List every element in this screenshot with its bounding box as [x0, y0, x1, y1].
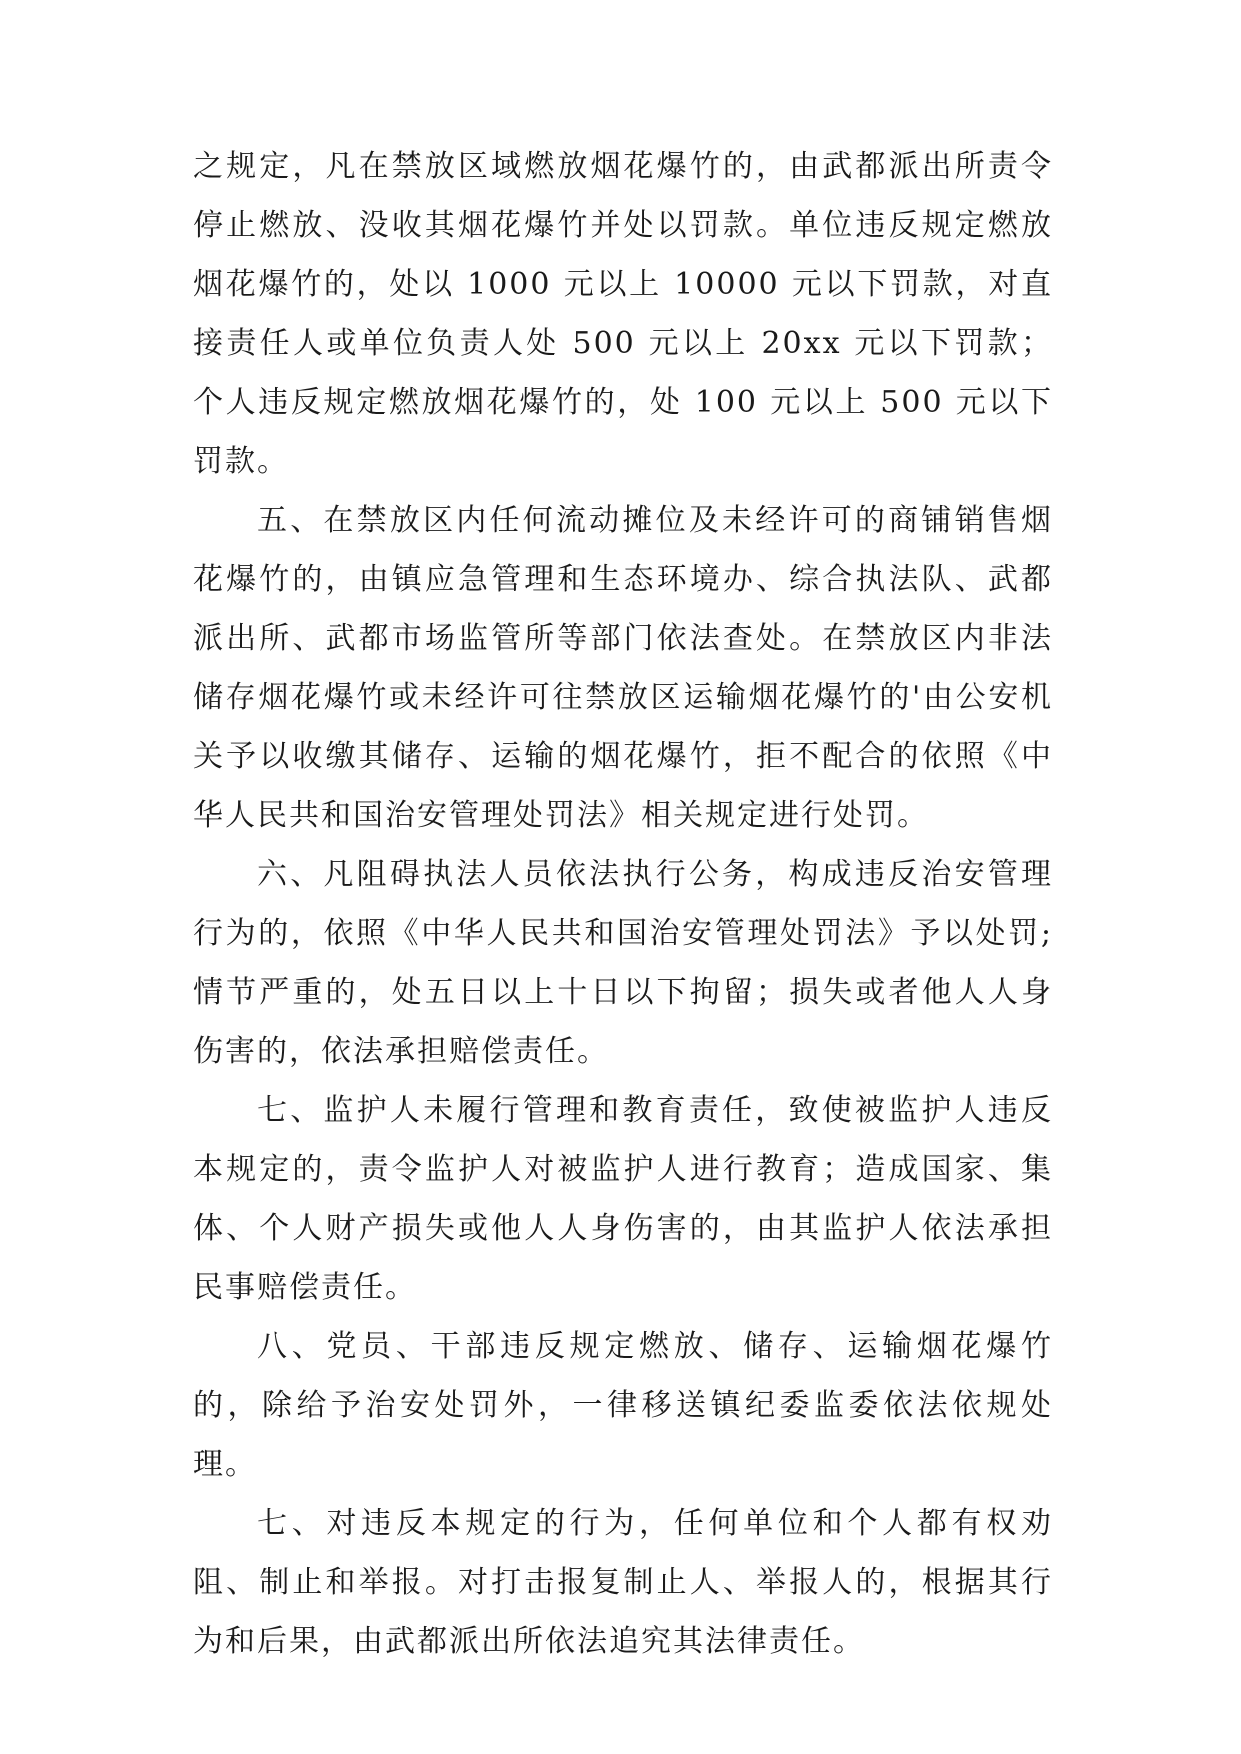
paragraph-item-7: 七、监护人未履行管理和教育责任，致使被监护人违反本规定的，责令监护人对被监护人进行教育；造成国家、集体、个人财产损失或他人人身伤害的，由其监护人依法承担民事赔偿责任。: [193, 1093, 1053, 1305]
paragraph-item-5: 五、在禁放区内任何流动摊位及未经许可的商铺销售烟花爆竹的，由镇应急管理和生态环境办、综合执法队、武都派出所、武都市场监管所等部门依法查处。在禁放区内非法储存烟花爆竹或未经许可往禁放区运输烟花爆竹的'由公安机关予以收缴其储存、运输的烟花爆竹，拒不配合的依照《中华人民共和国治安管理处罚法》相关规定进行处罚。: [193, 503, 1053, 833]
paragraph-item-8: 八、党员、干部违反规定燃放、储存、运输烟花爆竹的，除给予治安处罚外，一律移送镇纪委监委依法依规处理。: [193, 1329, 1053, 1482]
paragraph-item-6: 六、凡阻碍执法人员依法执行公务，构成违反治安管理行为的，依照《中华人民共和国治安管理处罚法》予以处罚;情节严重的，处五日以上十日以下拘留；损失或者他人人身伤害的，依法承担赔偿责任。: [193, 857, 1053, 1069]
paragraph-item-7-repeat: 七、对违反本规定的行为，任何单位和个人都有权劝阻、制止和举报。对打击报复制止人、举报人的，根据其行为和后果，由武都派出所依法追究其法律责任。: [193, 1506, 1053, 1659]
paragraph-continuation: 之规定，凡在禁放区域燃放烟花爆竹的，由武都派出所责令停止燃放、没收其烟花爆竹并处以罚款。单位违反规定燃放烟花爆竹的，处以 1000 元以上 10000 元以下罚款，对直接责任人或单位负责人处 500 元以上 20xx 元以下罚款；个人违反规定燃放烟花爆竹的，处 100 元以上 500 元以下罚款。: [193, 149, 1053, 479]
document-body: [193, 137, 1053, 1671]
